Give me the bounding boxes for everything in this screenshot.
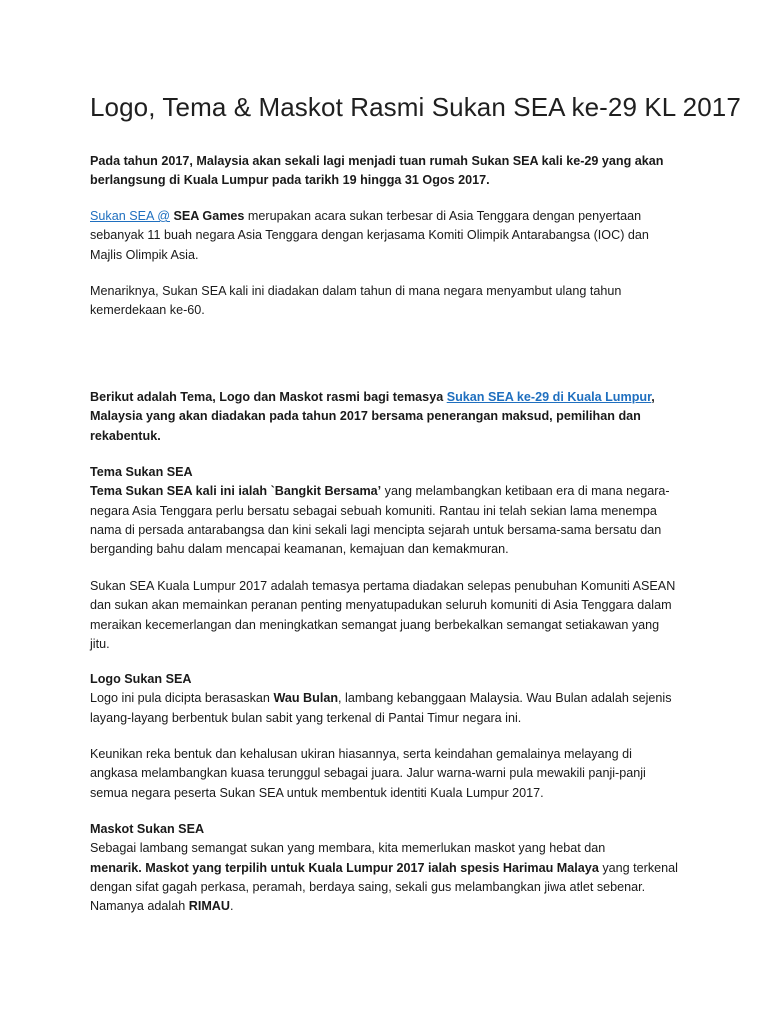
intro-paragraph — [90, 152, 708, 191]
mascot-heading: Maskot Sukan SEA — [90, 822, 205, 836]
logo-line: semua negara peserta Sukan SEA untuk membentuk identiti Kuala Lumpur 2017. — [90, 785, 544, 800]
sea-games-text: merupakan acara sukan terbesar di Asia Tenggara dengan penyertaan — [244, 209, 642, 223]
mascot-line: dengan sifat gagah perkasa, peramah, berdaya saing, sekali gus melambangkan jiwa atlet sebenar. — [90, 879, 646, 894]
logo-line: layang-layang berbentuk bulan sabit yang terkenal di Pantai Timur negara ini. — [90, 710, 522, 725]
theme-line: negara Asia Tenggara perlu bersatu sebagai sebuah komuniti. Rantau ini telah sekian lama menempa — [90, 503, 657, 518]
mascot-text: Namanya adalah — [90, 899, 189, 914]
theme-heading: Tema Sukan SEA — [90, 465, 193, 479]
mascot-section — [90, 820, 708, 916]
theme-bold: Tema Sukan SEA kali ini ialah `Bangkit Bersama’ — [90, 484, 382, 499]
logo-paragraph-2 — [90, 745, 708, 803]
page-title: Logo, Tema & Maskot Rasmi Sukan SEA ke-29 KL 2017 — [90, 92, 741, 122]
mascot-line: Sebagai lambang semangat sukan yang membara, kita memerlukan maskot yang hebat dan — [90, 841, 606, 856]
overview-line: rekabentuk. — [90, 428, 161, 443]
wau-bulan-bold: Wau Bulan — [273, 691, 339, 706]
mascot-bold: menarik. Maskot yang terpilih untuk Kuala Lumpur 2017 ialah spesis Harimau Malaya — [90, 860, 599, 875]
theme-section — [90, 463, 708, 559]
independence-line: kemerdekaan ke-60. — [90, 303, 205, 318]
intro-line: berlangsung di Kuala Lumpur pada tarikh 19 hingga 31 Ogos 2017. — [90, 173, 490, 188]
sukan-sea-link[interactable]: Sukan SEA @ — [90, 209, 170, 223]
theme-paragraph-2 — [90, 577, 708, 654]
theme-text: yang melambangkan ketibaan era di mana negara- — [381, 484, 670, 499]
theme-line: dan sukan akan memainkan peranan penting menyatupadukan seluruh komuniti di Asia Tenggara dalam — [90, 598, 672, 613]
logo-line: Keunikan reka bentuk dan kehalusan ukiran hiasannya, serta keindahan gemalainya melayang di — [90, 747, 632, 761]
theme-line: jitu. — [90, 636, 110, 651]
kuala-lumpur-link[interactable]: Sukan SEA ke-29 di Kuala Lumpur — [446, 390, 652, 404]
rimau-bold: RIMAU — [188, 899, 230, 914]
intro-line: Pada tahun 2017, Malaysia akan sekali lagi menjadi tuan rumah Sukan SEA kali ke-29 yang akan — [90, 154, 664, 168]
theme-line: Sukan SEA Kuala Lumpur 2017 adalah temasya pertama diadakan selepas penubuhan Komuniti ASEAN — [90, 579, 676, 593]
sea-games-bold: SEA Games — [170, 209, 245, 223]
theme-line: meraikan kecemerlangan dan meningkatkan semangat juang berbekalkan semangat setiakawan yang — [90, 617, 660, 632]
logo-heading: Logo Sukan SEA — [90, 672, 192, 686]
logo-text: Logo ini pula dicipta berasaskan — [90, 691, 274, 706]
theme-line: berganding bahu dalam mencapai keamanan, kemajuan dan kemakmuran. — [90, 542, 509, 557]
independence-paragraph — [90, 282, 708, 321]
logo-text: , lambang kebanggaan Malaysia. Wau Bulan adalah sejenis — [338, 691, 672, 706]
logo-section — [90, 670, 708, 728]
sea-games-paragraph — [90, 207, 708, 265]
independence-line: Menariknya, Sukan SEA kali ini diadakan dalam tahun di mana negara menyambut ulang tahun — [90, 284, 622, 298]
mascot-text: . — [230, 899, 234, 914]
logo-line: angkasa melambangkan kuasa terunggul sebagai juara. Jalur warna-warni pula mewakili panji-panji — [90, 766, 646, 781]
overview-text: Berikut adalah Tema, Logo dan Maskot rasmi bagi temasya — [90, 390, 447, 404]
sea-games-line: Majlis Olimpik Asia. — [90, 247, 199, 262]
sea-games-line: sebanyak 11 buah negara Asia Tenggara dengan kerjasama Komiti Olimpik Antarabangsa (IOC) dan — [90, 228, 649, 243]
overview-comma: , — [651, 390, 655, 404]
theme-line: nama di persada antarabangsa dan kini sekali lagi mencipta sejarah untuk bersama-sama bersatu dan — [90, 522, 662, 537]
overview-paragraph — [90, 388, 708, 446]
overview-line: Malaysia yang akan diadakan pada tahun 2017 bersama penerangan maksud, pemilihan dan — [90, 409, 641, 424]
mascot-text: yang terkenal — [598, 860, 678, 875]
